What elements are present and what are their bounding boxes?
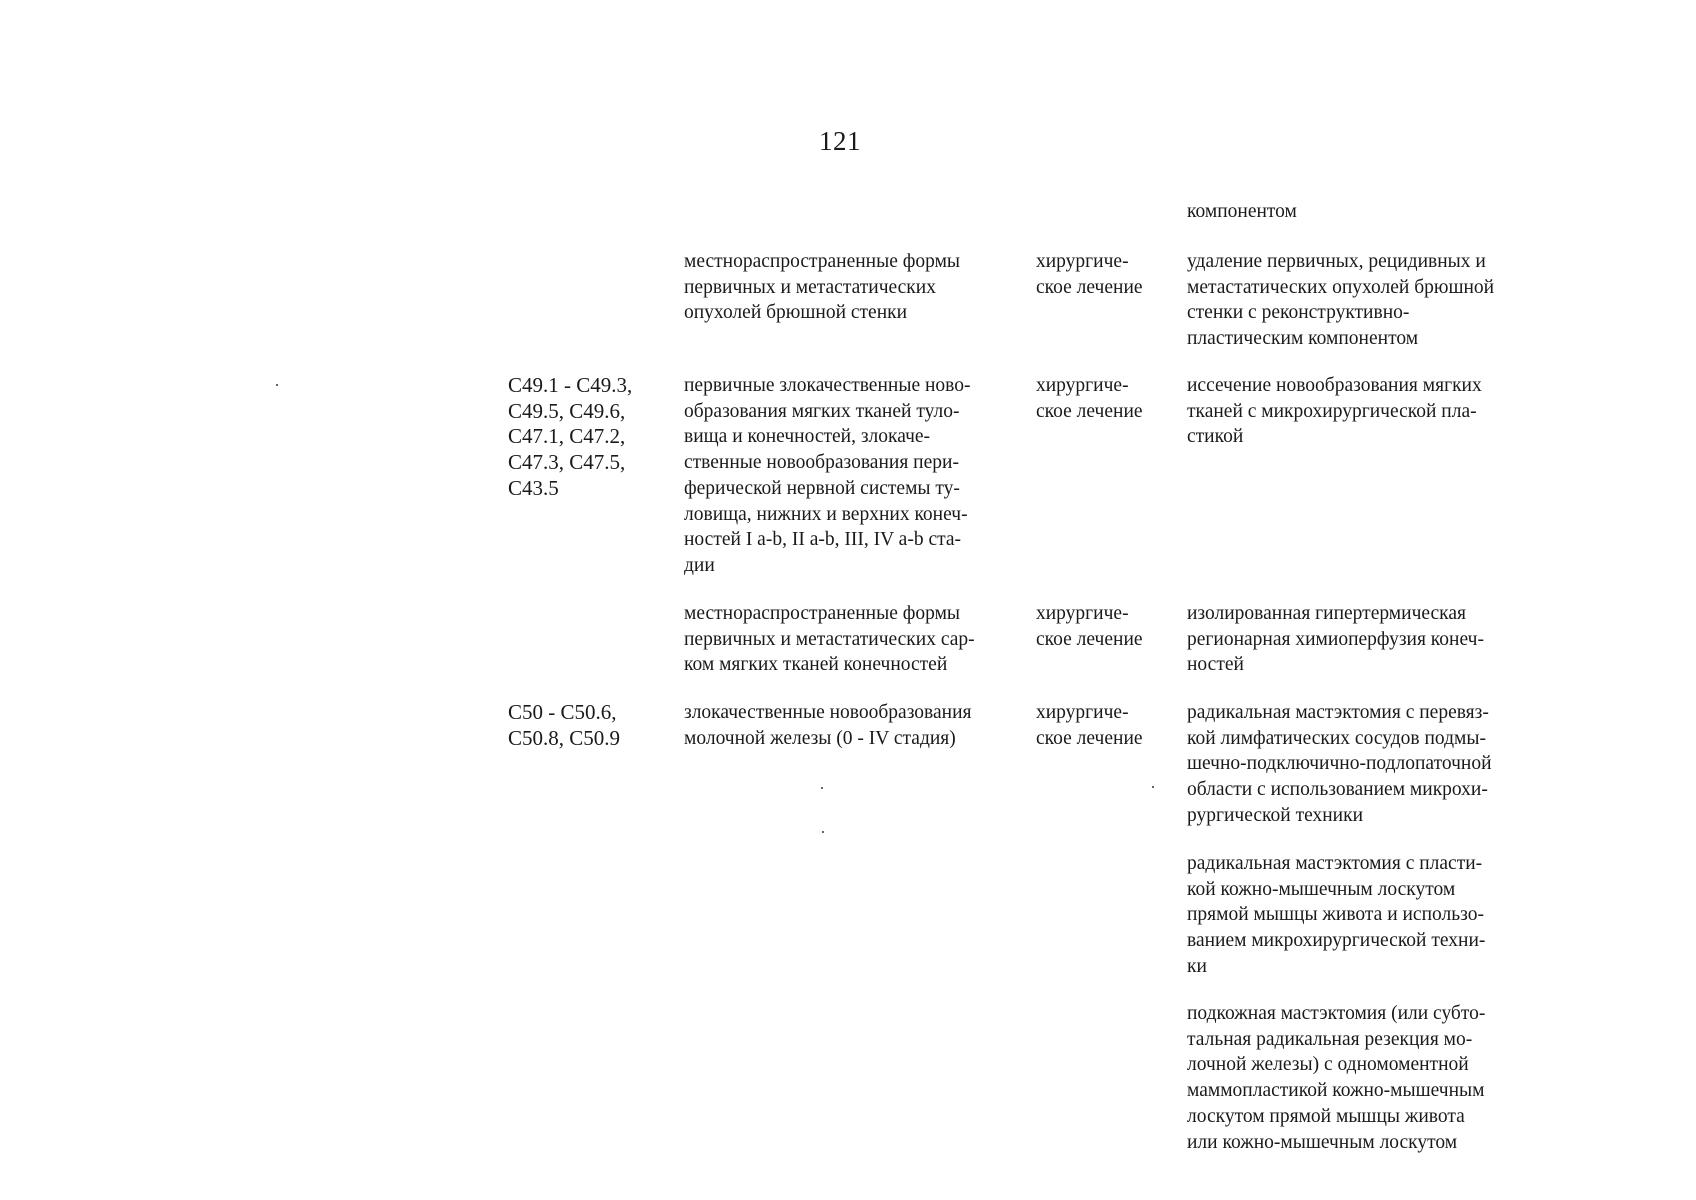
- diagnosis-cell: злокачественные новообразования молочной железы (0 - IV стадия): [684, 702, 972, 749]
- icd-code-cell: C49.1 - C49.3, C49.5, C49.6, C47.1, C47.2, C47.3, C47.5, C43.5: [508, 373, 633, 500]
- treatment-type-cell: хирургиче- ское лечение: [1036, 375, 1143, 422]
- scan-speck: [276, 384, 278, 386]
- method-cell: удаление первичных, рецидивных и метастатических опухолей брюшной стенки с реконструктивно- пластическим компонентом: [1187, 251, 1495, 350]
- treatment-type-cell: хирургиче- ское лечение: [1036, 702, 1143, 749]
- icd-code-cell: C50 - C50.6, C50.8, C50.9: [508, 700, 621, 750]
- scan-speck: [821, 787, 823, 789]
- method-cell: компонентом: [1187, 201, 1297, 222]
- diagnosis-cell: местнораспространенные формы первичных и метастатических опухолей брюшной стенки: [684, 251, 961, 324]
- scan-speck: [1152, 786, 1154, 788]
- method-cell: радикальная мастэктомия с перевяз- кой лимфатических сосудов подмы- шечно-подключично-подлопаточной области с использованием микрохи- рургической техники: [1187, 702, 1492, 826]
- page-number: 121: [819, 126, 861, 156]
- treatment-type-cell: хирургиче- ское лечение: [1036, 603, 1143, 650]
- method-cell: изолированная гипертермическая регионарная химиоперфузия конеч- ностей: [1187, 603, 1484, 676]
- method-cell: иссечение новообразования мягких тканей с микрохирургической пла- стикой: [1187, 375, 1482, 448]
- method-cell: радикальная мастэктомия с пласти- кой кожно-мышечным лоскутом прямой мышцы живота и использо- ванием микрохирургической техни- ки: [1187, 853, 1486, 977]
- diagnosis-cell: первичные злокачественные ново- образования мягких тканей туло- вища и конечностей, злокаче- ственные новообразования пери- ферической нервной системы ту- ловища, нижних и верхних конеч- ностей I a-b, II a-b, III, IV a-b ста- дии: [684, 375, 971, 576]
- treatment-type-cell: хирургиче- ское лечение: [1036, 251, 1143, 298]
- scan-speck: [822, 831, 824, 833]
- diagnosis-cell: местнораспространенные формы первичных и метастатических сар- ком мягких тканей конечностей: [684, 603, 975, 676]
- method-cell: подкожная мастэктомия (или субто- тальная радикальная резекция мо- лочной железы) с одномоментной маммопластикой кожно-мышечным лоскутом прямой мышцы живота или кожно-мышечным лоскутом: [1187, 1003, 1486, 1153]
